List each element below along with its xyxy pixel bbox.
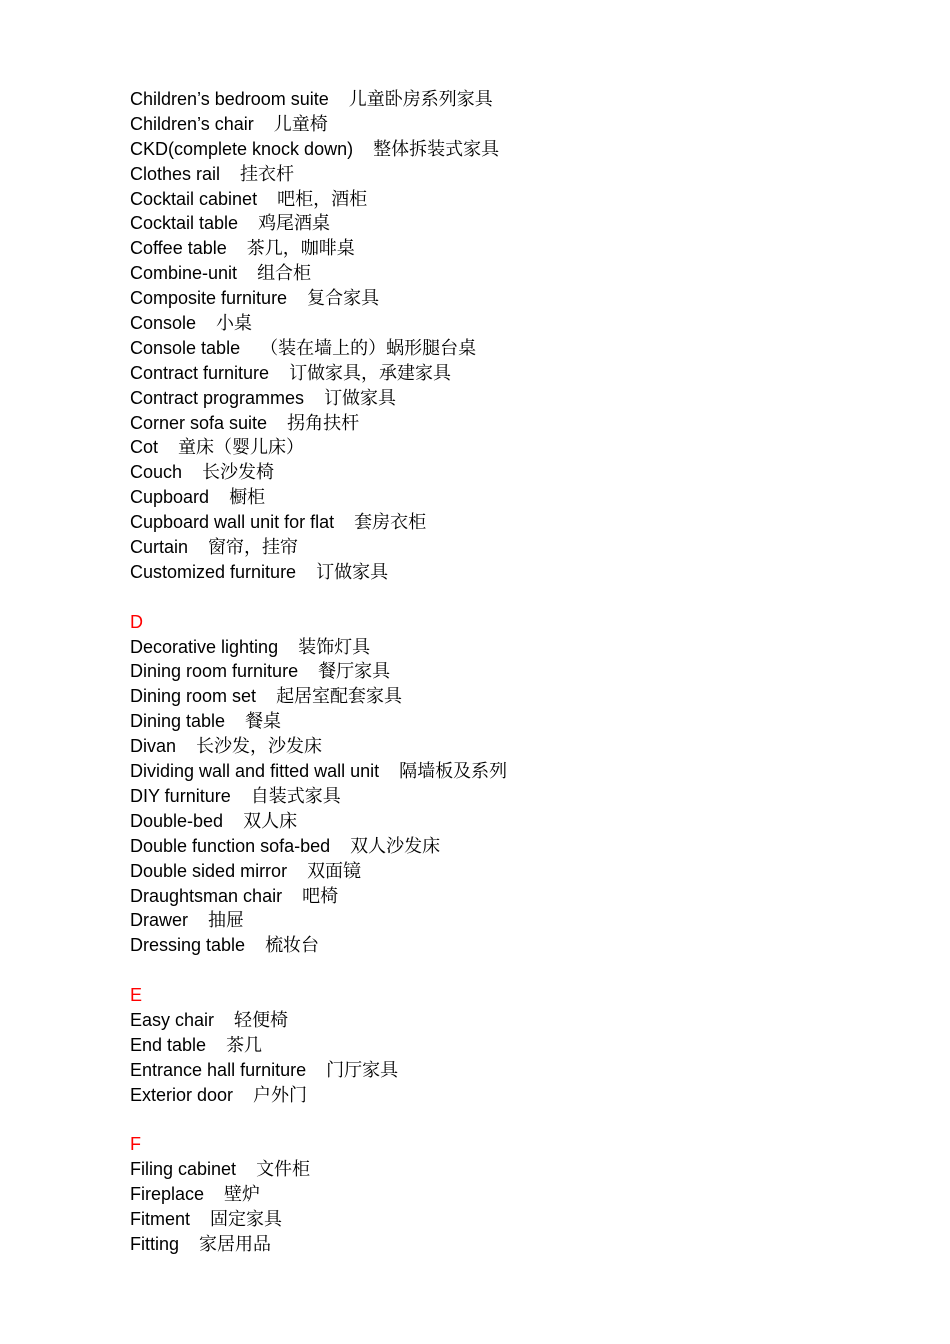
english-term: Contract programmes [130, 387, 305, 408]
english-term: Dividing wall and fitted wall unit [130, 761, 380, 782]
chinese-translation: 文件柜 [256, 1159, 311, 1181]
chinese-translation: 隔墙板及系列 [399, 761, 508, 783]
glossary-entry [130, 908, 910, 933]
english-term: Composite furniture [130, 288, 288, 309]
english-term: DIY furniture [130, 785, 231, 806]
glossary-entry [130, 859, 910, 884]
english-term: Double-bed [130, 810, 224, 831]
english-term: Filing cabinet [130, 1159, 237, 1180]
english-term: Corner sofa suite [130, 412, 268, 433]
english-term: Divan [130, 736, 177, 757]
section-letter: E [130, 985, 143, 1006]
chinese-translation: 吧柜，酒柜 [277, 188, 368, 210]
chinese-translation: 双人床 [243, 810, 298, 832]
english-term: Customized furniture [130, 561, 297, 582]
english-term: Combine-unit [130, 263, 238, 284]
english-term: Fireplace [130, 1184, 205, 1205]
glossary-entry [130, 1232, 910, 1257]
english-term: Clothes rail [130, 163, 221, 184]
glossary-entry [130, 510, 910, 535]
glossary-entry [130, 261, 910, 286]
chinese-translation: 儿童卧房系列家具 [348, 89, 493, 110]
chinese-translation: 订做家具 [316, 561, 389, 583]
chinese-translation: 茶几 [226, 1034, 263, 1056]
english-term: Children’s bedroom suite [130, 89, 329, 109]
english-term: Drawer [130, 910, 189, 931]
english-term: CKD(complete knock down) [130, 138, 354, 159]
chinese-translation: 童床（婴儿床） [178, 437, 305, 459]
chinese-translation: 装饰灯具 [298, 636, 371, 658]
glossary-entry [130, 1083, 910, 1108]
english-term: Curtain [130, 537, 189, 558]
glossary-entry [130, 1157, 910, 1182]
glossary-entry [130, 485, 910, 510]
glossary-entry [130, 236, 910, 261]
chinese-translation: 茶几，咖啡桌 [246, 238, 355, 260]
english-term: Cocktail table [130, 213, 239, 234]
glossary-entry [130, 659, 910, 684]
chinese-translation: 门厅家具 [326, 1059, 399, 1081]
glossary-entry [130, 137, 910, 162]
section-spacer [130, 1108, 910, 1133]
english-term: Dressing table [130, 935, 246, 956]
chinese-translation: 整体拆装式家具 [373, 138, 500, 160]
chinese-translation: 儿童椅 [273, 113, 328, 135]
glossary-entry [130, 1182, 910, 1207]
glossary-entry [130, 411, 910, 436]
chinese-translation: 家居用品 [199, 1233, 272, 1255]
glossary-entry [130, 460, 910, 485]
english-term: Coffee table [130, 238, 227, 259]
english-term: Cocktail cabinet [130, 188, 258, 209]
glossary-entry [130, 286, 910, 311]
english-term: Entrance hall furniture [130, 1059, 307, 1080]
section-spacer [130, 585, 910, 610]
section-letter: F [130, 1134, 141, 1155]
glossary-entry [130, 386, 910, 411]
english-term: Fitting [130, 1233, 180, 1254]
chinese-translation: 餐厅家具 [318, 661, 391, 683]
glossary-entry [130, 809, 910, 834]
english-term: Easy chair [130, 1009, 215, 1030]
glossary-entry [130, 834, 910, 859]
glossary-entry [130, 560, 910, 585]
glossary-entry [130, 435, 910, 460]
chinese-translation: 套房衣柜 [354, 512, 427, 534]
glossary-entry [130, 162, 910, 187]
glossary-entry [130, 112, 910, 137]
chinese-translation: 梳妆台 [265, 935, 320, 957]
glossary-page [130, 87, 910, 1257]
english-term: Couch [130, 462, 183, 483]
english-term: Double sided mirror [130, 860, 288, 881]
chinese-translation: 吧椅 [302, 885, 339, 907]
chinese-translation: 复合家具 [307, 288, 380, 310]
chinese-translation: 组合柜 [257, 263, 312, 285]
english-term: Cot [130, 437, 159, 458]
glossary-entry [130, 336, 910, 361]
english-term: Dining room furniture [130, 661, 299, 682]
english-term: Draughtsman chair [130, 885, 283, 906]
english-term: Fitment [130, 1209, 191, 1230]
chinese-translation: 订做家具，承建家具 [289, 362, 452, 384]
english-term: End table [130, 1034, 207, 1055]
glossary-entry [130, 361, 910, 386]
chinese-translation: 起居室配套家具 [276, 686, 403, 708]
english-term: Decorative lighting [130, 636, 279, 657]
chinese-translation: 长沙发，沙发床 [196, 736, 323, 758]
section-spacer [130, 958, 910, 983]
glossary-entry [130, 709, 910, 734]
english-term: Console table [130, 337, 241, 358]
glossary-entry [130, 535, 910, 560]
english-term: Double function sofa-bed [130, 835, 331, 856]
glossary-entry [130, 884, 910, 909]
chinese-translation: 窗帘，挂帘 [208, 537, 299, 559]
chinese-translation: 户外门 [253, 1084, 308, 1106]
english-term: Cupboard wall unit for flat [130, 512, 335, 533]
glossary-entry [130, 1207, 910, 1232]
chinese-translation: 长沙发椅 [202, 462, 275, 484]
chinese-translation: 小桌 [216, 313, 253, 335]
glossary-entry [130, 933, 910, 958]
english-term: Console [130, 313, 197, 334]
english-term: Dining table [130, 711, 226, 732]
english-term: Children’s chair [130, 113, 254, 134]
glossary-entry [130, 311, 910, 336]
glossary-entry [130, 1058, 910, 1083]
chinese-translation: 橱柜 [229, 487, 266, 509]
english-term: Cupboard [130, 487, 210, 508]
glossary-entry [130, 87, 910, 112]
glossary-entry [130, 635, 910, 660]
chinese-translation: 自装式家具 [250, 785, 341, 807]
chinese-translation: 拐角扶杆 [287, 412, 360, 434]
english-term: Contract furniture [130, 362, 270, 383]
chinese-translation: 固定家具 [210, 1209, 283, 1231]
chinese-translation: 双面镜 [307, 860, 362, 882]
chinese-translation: 挂衣杆 [240, 163, 295, 185]
glossary-entry [130, 1008, 910, 1033]
glossary-entry [130, 187, 910, 212]
chinese-translation: 餐桌 [245, 711, 282, 733]
english-term: Dining room set [130, 686, 257, 707]
glossary-entry [130, 734, 910, 759]
glossary-entry [130, 759, 910, 784]
chinese-translation: 轻便椅 [234, 1009, 289, 1031]
chinese-translation: 双人沙发床 [350, 835, 441, 857]
chinese-translation: 壁炉 [224, 1184, 261, 1206]
glossary-entry [130, 211, 910, 236]
glossary-entry [130, 684, 910, 709]
section-letter: D [130, 611, 143, 632]
chinese-translation: （装在墙上的）蜗形腿台桌 [260, 337, 477, 359]
glossary-entry [130, 1033, 910, 1058]
chinese-translation: 抽屉 [208, 910, 245, 932]
glossary-entry [130, 784, 910, 809]
chinese-translation: 鸡尾酒桌 [258, 213, 331, 235]
english-term: Exterior door [130, 1084, 234, 1105]
chinese-translation: 订做家具 [324, 387, 397, 409]
